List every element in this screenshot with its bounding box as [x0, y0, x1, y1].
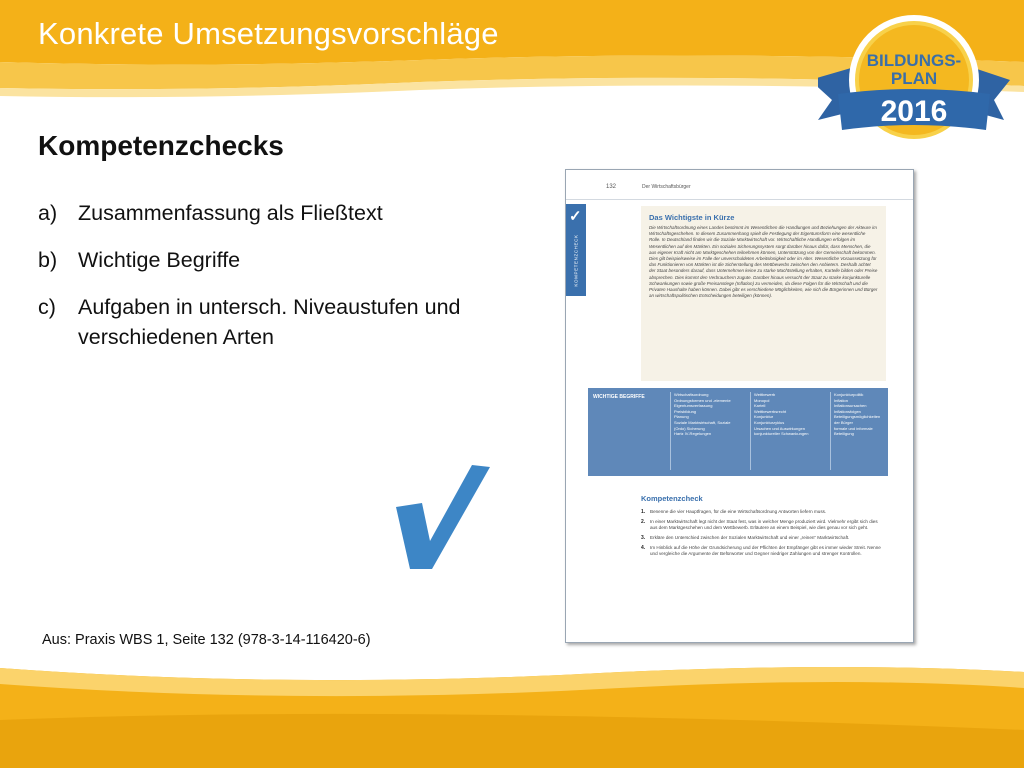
point-list [38, 198, 508, 369]
book-side-label: KOMPETENZCHECK [573, 234, 579, 287]
book-side-strip [566, 204, 586, 296]
bildungsplan-badge [818, 8, 1018, 168]
book-task-number: 1. [641, 509, 646, 515]
book-term: Inflationsfolgen [834, 408, 861, 414]
list-item [38, 245, 508, 275]
book-term: Beteiligungsmöglichkeiten der Bürger [834, 414, 881, 425]
book-term: Kartell [754, 403, 766, 409]
checkmark-icon [392, 463, 492, 573]
book-task [641, 509, 886, 515]
book-term: Ordnungsformen und -elemente [674, 397, 731, 403]
book-page-number: 132 [606, 184, 617, 190]
book-term: Wettbewerb [754, 392, 776, 397]
list-text: Zusammenfassung als Fließtext [78, 201, 383, 225]
book-term: Preisbildung [674, 408, 697, 414]
book-task [641, 535, 886, 541]
book-terms-column [830, 392, 886, 470]
book-kc-title: Kompetenzcheck [641, 494, 703, 503]
book-terms-label: WICHTIGE BEGRIFFE [593, 394, 645, 400]
book-term: Wirtschaftsordnung [674, 392, 709, 397]
badge-line1: BILDUNGS- [866, 51, 962, 70]
book-term: Konjunkturpolitik [834, 392, 864, 397]
list-marker: b) [38, 248, 58, 272]
book-summary-box [641, 206, 886, 381]
book-term: Eigentumsverfassung [674, 403, 713, 409]
book-running-head: Der Wirtschaftsbürger [642, 184, 691, 190]
list-marker: c) [38, 295, 56, 319]
small-checkmark-icon: ✓ [569, 208, 582, 225]
book-page-image [565, 169, 914, 643]
slide-title: Konkrete Umsetzungsvorschläge [38, 16, 499, 51]
book-task-text: Erkläre den Unterschied zwischen der Sozialen Marktwirtschaft und einer „reinen“ Marktwirtschaft. [650, 535, 850, 540]
book-summary-text: Die Wirtschaftsordnung eines Landes bestimmt im Wesentlichen die Handlungen und Beziehungen der Akteure im Wirtschaftsgeschehen. In diesem Zusammenhang spielt die Festlegung der Eigentumsform eine wesentliche Rolle. In Deutschland finden wir die Soziale Marktwirtschaft vor. Wirtschaftliche Handlungen erfolgen im Wesentlichen auf den Märkten. Ein soziales Sicherungssystem sorgt darüber hinaus dafür, dass Menschen, die aus eigener Kraft nicht am Marktgeschehen teilnehmen können, Unterstützung von der Gemeinschaft bekommen. Dies gilt beispielsweise im Falle der unverschuldeten Arbeitslosigkeit oder im Alter. Wesentliche Voraussetzung für das Funktionieren von Märkten ist die Sicherstellung des Wettbewerbs zwischen den Anbietern. Deshalb achtet der Staat besonders darauf, dass Unternehmen keine zu starke Machtstellung erhalten, Kartelle bilden oder Preise absprechen. Dies kommt den Verbrauchern zugute. Darüber hinaus versucht der Staat zu starke konjunkturelle Schwankungen sowie große Preisanstiege (Inflation) zu vermeiden, da diese Folgen für die Wirtschaft und die Privaten Haushalte haben können. Dabei gibt es verschiedene Möglichkeiten, wie sich die Bürgerinnen und Bürger an wirtschaftspolitischen Entscheidungen beteiligen (können). [649, 225, 878, 299]
book-task-number: 4. [641, 545, 646, 551]
book-term: Soziale Marktwirtschaft, Soziale (Ordo) Sicherung [674, 419, 731, 431]
list-item [38, 292, 508, 352]
book-task-text: Im Hinblick auf die Höhe der Grundsicherung und der Pflichten der Empfänger gibt es immer wieder Streit. Nenne und vergleiche die Argumente der Befürworter und Gegner niedriger Zahlungen und strenger Kontrollen. [650, 545, 881, 556]
slide-subtitle: Kompetenzchecks [38, 130, 284, 161]
book-term: Inflationsursachen [834, 403, 867, 409]
book-term: Ursachen und Auswirkungen konjunktureller Schwankungen [754, 425, 809, 437]
book-term: Monopol [754, 397, 770, 403]
book-term: Wettbewerbsrecht [754, 408, 787, 414]
book-task-number: 2. [641, 519, 646, 525]
book-summary-title: Das Wichtigste in Kürze [649, 213, 735, 222]
book-term: Planung [674, 414, 689, 420]
book-task-number: 3. [641, 535, 646, 541]
badge-year: 2016 [880, 95, 948, 128]
book-page-header [566, 170, 913, 200]
book-terms-box [588, 388, 888, 476]
list-marker: a) [38, 201, 58, 225]
book-term: Hartz IV-Regelungen [674, 431, 712, 437]
source-caption: Aus: Praxis WBS 1, Seite 132 (978-3-14-116420-6) [42, 632, 371, 648]
book-task-text: Benenne die vier Hauptfragen, für die eine Wirtschaftsordnung Antworten liefern muss. [650, 509, 827, 514]
book-term: Konjunkturzyklus [754, 419, 785, 425]
book-task [641, 545, 886, 557]
book-task-text: In einer Marktwirtschaft legt nicht der Staat fest, was in welcher Menge produziert wird. Vielmehr ergibt sich dies aus dem Marktgeschehen und dem Wettbewerb. Erläutere an einem Beispiel, wie dies genau vor sich geht. [650, 519, 878, 530]
book-kompetenzcheck [641, 494, 886, 561]
book-term: Inflation [834, 397, 849, 403]
book-terms-column [670, 392, 742, 470]
list-text: Aufgaben in untersch. Niveaustufen und verschiedenen Arten [78, 295, 461, 349]
list-text: Wichtige Begriffe [78, 248, 241, 272]
list-item [38, 198, 508, 228]
badge-line2: PLAN [890, 69, 938, 88]
book-term: Konjunktur [754, 414, 774, 420]
book-term: formale und informale Beteiligung [834, 425, 873, 437]
book-terms-column [750, 392, 822, 470]
book-task [641, 519, 886, 531]
